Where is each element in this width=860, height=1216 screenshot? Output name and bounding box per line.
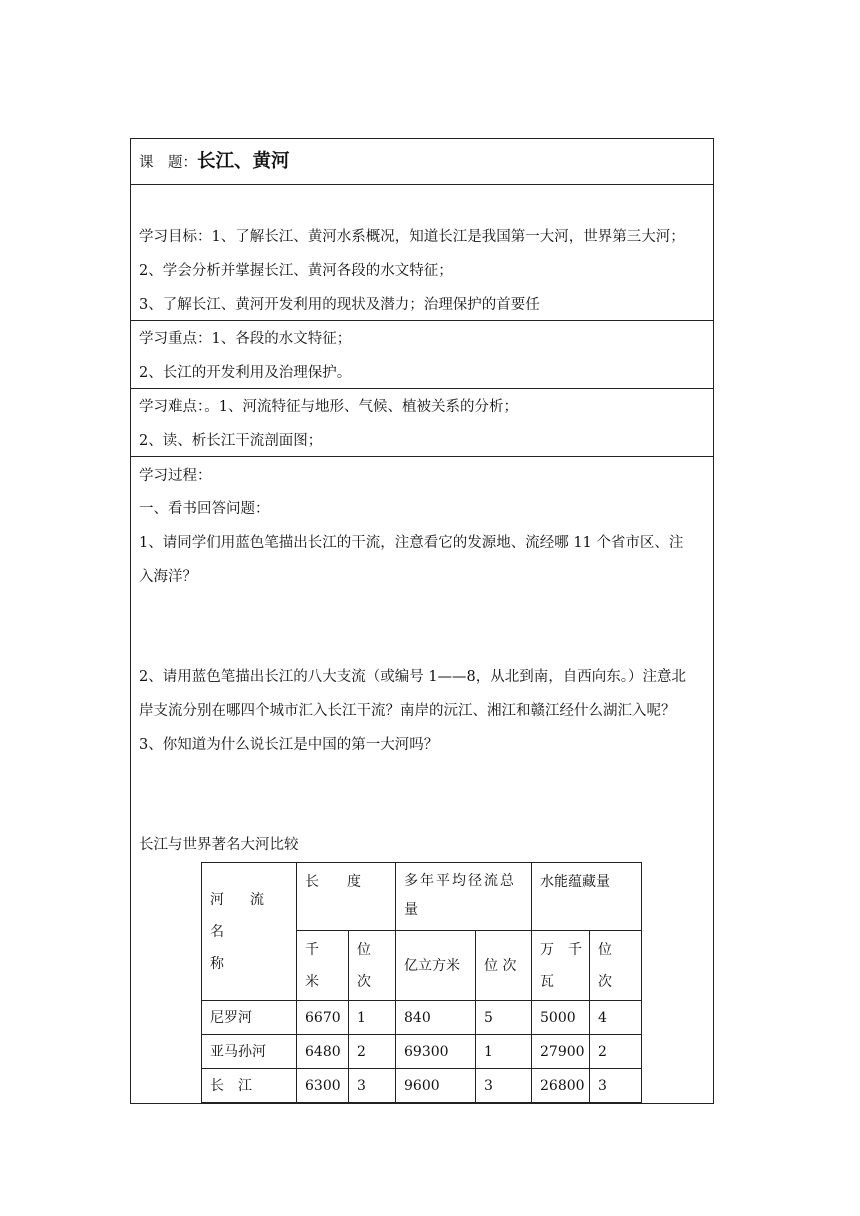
hydro-cell: 27900 [532, 1035, 590, 1069]
length-rank-cell: 3 [349, 1069, 396, 1103]
key-point-line: 学习重点：1、各段的水文特征； [139, 331, 352, 347]
table-row [202, 1035, 642, 1069]
hydro-rank-cell: 3 [590, 1069, 642, 1103]
table-header-row [202, 863, 642, 931]
difficulty-line: 2、读、析长江干流剖面图； [139, 433, 323, 449]
runoff-unit-header: 亿立方米 [396, 931, 476, 1001]
runoff-cell: 9600 [396, 1069, 476, 1103]
length-cell: 6670 [297, 1001, 349, 1035]
table-row [202, 1069, 642, 1103]
river-name-cell: 尼罗河 [202, 1001, 297, 1035]
length-rank-cell: 1 [349, 1001, 396, 1035]
hydro-rank-cell: 4 [590, 1001, 642, 1035]
length-rank-header: 位 次 [349, 931, 396, 1001]
runoff-rank-cell: 3 [476, 1069, 532, 1103]
objectives-section [131, 185, 713, 321]
runoff-rank-cell: 5 [476, 1001, 532, 1035]
objective-line: 3、了解长江、黄河开发利用的现状及潜力；治理保护的首要任 [139, 297, 540, 313]
length-cell: 6300 [297, 1069, 349, 1103]
title-section [131, 139, 713, 185]
length-header: 长 度 [297, 863, 396, 931]
question-2-line: 岸支流分别在哪四个城市汇入长江干流？南岸的沅江、湘江和赣江经什么湖汇入呢？ [139, 703, 676, 719]
title-text: 长江、黄河 [197, 151, 290, 172]
hydro-cell: 26800 [532, 1069, 590, 1103]
runoff-rank-header: 位 次 [476, 931, 532, 1001]
question-2-line: 2、请用蓝色笔描出长江的八大支流（或编号 1——8，从北到南，自西向东。）注意北 [139, 669, 687, 685]
objective-line: 学习目标：1、了解长江、黄河水系概况，知道长江是我国第一大河，世界第三大河； [139, 229, 685, 245]
river-comparison-table [201, 862, 642, 1103]
objective-line: 2、学会分析并掌握长江、黄河各段的水文特征； [139, 263, 453, 279]
length-cell: 6480 [297, 1035, 349, 1069]
lesson-plan-frame [130, 138, 714, 1104]
river-name-cell: 长 江 [202, 1069, 297, 1103]
key-point-line: 2、长江的开发利用及治理保护。 [139, 365, 352, 381]
table-caption: 长江与世界著名大河比较 [139, 837, 299, 853]
process-heading: 学习过程： [139, 468, 212, 484]
hydro-header: 水能蕴藏量 [532, 863, 642, 931]
table-row [202, 1001, 642, 1035]
section-heading: 一、看书回答问题： [139, 501, 270, 517]
river-name-header: 河 流 名 称 [202, 863, 297, 1001]
hydro-unit-header: 万 千 瓦 [532, 931, 590, 1001]
length-rank-cell: 2 [349, 1035, 396, 1069]
runoff-rank-cell: 1 [476, 1035, 532, 1069]
title-label: 课 题： [139, 155, 197, 171]
question-1-line: 1、请同学们用蓝色笔描出长江的干流，注意看它的发源地、流经哪 11 个省市区、注 [139, 535, 684, 551]
hydro-cell: 5000 [532, 1001, 590, 1035]
question-1-line: 入海洋？ [139, 569, 197, 585]
title-line [139, 152, 290, 173]
difficulties-section [131, 389, 713, 457]
difficulty-line: 学习难点：。1、河流特征与地形、气候、植被关系的分析； [139, 399, 518, 415]
key-points-section [131, 321, 713, 389]
river-name-cell: 亚马孙河 [202, 1035, 297, 1069]
runoff-cell: 840 [396, 1001, 476, 1035]
hydro-rank-header: 位 次 [590, 931, 642, 1001]
runoff-cell: 69300 [396, 1035, 476, 1069]
question-3-line: 3、你知道为什么说长江是中国的第一大河吗？ [139, 737, 439, 753]
hydro-rank-cell: 2 [590, 1035, 642, 1069]
length-km-header: 千 米 [297, 931, 349, 1001]
runoff-header: 多年平均径流总 量 [396, 863, 532, 931]
